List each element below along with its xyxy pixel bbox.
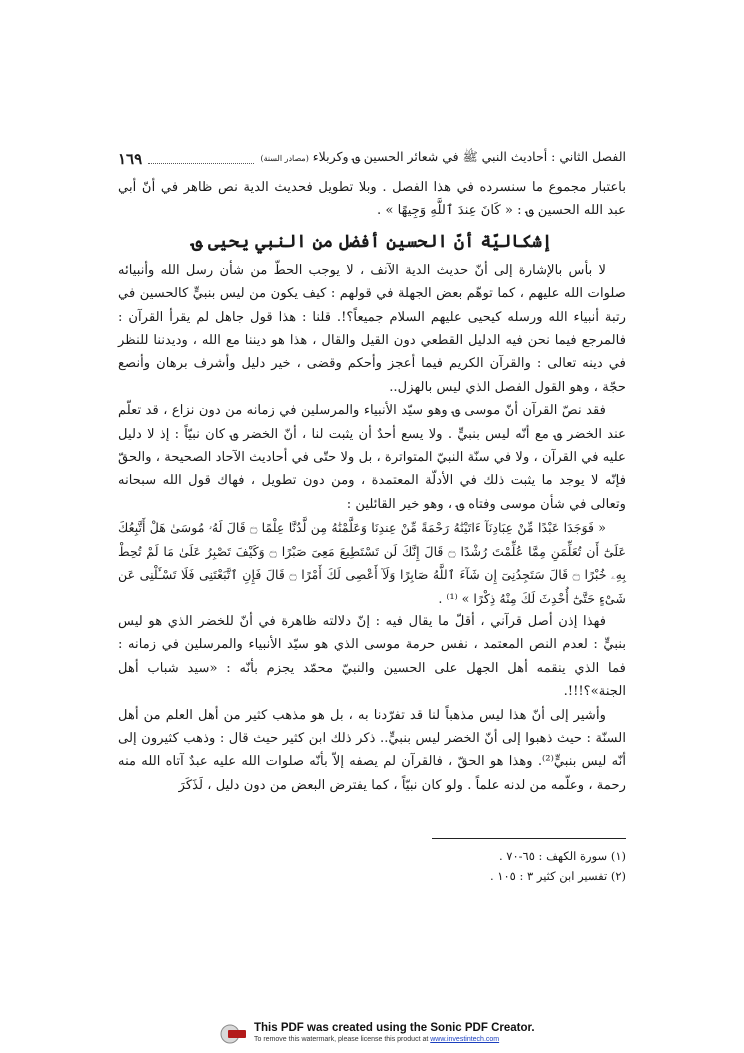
quran-verse: « فَوَجَدَا عَبْدًا مِّنْ عِبَادِنَآ ءَاتَيْنَٰهُ رَحْمَةً مِّنْ عِندِنَا وَعَلَّمْنَٰهُ مِن لَّدُنَّا عِلْمًا ۝ قَالَ لَهُۥ مُوسَىٰ هَلْ أَتَّبِعُكَ عَلَىٰٓ أَن تُعَلِّمَنِ مِمَّا عُلِّمْتَ رُشْدًا ۝ قَالَ إِنَّكَ لَن تَسْتَطِيعَ مَعِىَ صَبْرًا ۝ وَكَيْفَ تَصْبِرُ عَلَىٰ مَا لَمْ تُحِطْ بِهِۦ خُبْرًا ۝ قَالَ سَتَجِدُنِىٓ إِن شَآءَ ٱللَّهُ صَابِرًا وَلَآ أَعْصِى لَكَ أَمْرًا ۝ قَالَ فَإِنِ ٱتَّبَعْتَنِى فَلَا تَسْـَٔلْنِى عَن شَىْءٍ حَتَّىٰٓ أُحْدِثَ لَكَ مِنْهُ ذِكْرًا » ⁽¹⁾ . [118, 520, 627, 606]
watermark-banner [220, 1022, 550, 1048]
footnote-1: (١) سورة الكهف : ٦٥-٧٠ . [498, 849, 626, 863]
paragraph-intro: باعتبار مجموع ما سنسرده في هذا الفصل . وبلا تطويل فحديث الدية نص ظاهر في أنّ أبي عبد الله الحسين ؈ : « كَانَ عِندَ ٱللَّهِ وَجِيهًا » . [118, 180, 626, 219]
footnote-divider [432, 838, 626, 839]
paragraph: فهذا إذن أصل قرآني ، أقلّ ما يقال فيه : إنّ دلالته ظاهرة في أنّ للخضر الذي هو ليس بنبيٍّ : لعدم النص المعتمد ، نفس حرمة موسى الذي هو سيّد الأنبياء والمرسلين في زمانه : فما الذي ينقمه أهل الجهل على الحسين والنبيّ محمّد يجزم بأنّه : «سيد شباب أهل الجنة»؟!!!. [118, 613, 626, 700]
section-heading: إشكاليّة أنّ الحسين أفضل من النبي يحيى ؈ [191, 231, 553, 252]
header-source-note: (مصادر السنة) [260, 154, 309, 163]
running-header [118, 146, 626, 168]
header-chapter-title: الفصل الثاني : أحاديث النبي ﷺ في شعائر الحسين ؈ وكربلاء (مصادر السنة) [260, 149, 626, 164]
header-leader-dots [148, 162, 254, 164]
footnote-2: (٢) تفسير ابن كثير ٣ : ١٠٥ . [489, 869, 626, 883]
footnotes [320, 846, 626, 886]
watermark-link[interactable]: www.investintech.com [430, 1036, 500, 1043]
sonic-pdf-logo-icon [220, 1024, 248, 1044]
paragraph: فقد نصّ القرآن أنّ موسى ؈ وهو سيّد الأنبياء والمرسلين في زمانه من دون نزاع ، قد تعلّم عند الخضر ؈ مع أنّه ليس بنبيٍّ . ولا يسع أحدٌ أن يثبت لنا ، أنّ الخضر ؈ كان نبيّاً : إذ لا دليل عليه في القرآن ، ولا في سنّة النبيّ المتواترة ، بل ولا حتّى في أحاديث الآحاد الصحيحة ، والحقّ فإنّه لا يوجد ما يثبت ذلك في الأدلّة المعتمدة ، ومن دون تطويل ، فهاك قول الله سبحانه وتعالى في شأن موسى وفتاه ؈ ، وهو خير القائلين : [118, 403, 626, 512]
page-number: ١٦٩ [118, 150, 143, 168]
paragraph: لا بأس بالإشارة إلى أنّ حديث الدية الآنف ، لا يوجب الحطّ من شأن رسل الله وأنبيائه صلوات الله عليهم ، كما توهّم بعض الجهلة في قولهم : كيف يكون من ليس بنبيٍّ كالحسين في رتبة أنبياء الله ورسله كيحيى عليهم السلام جميعاً؟!. قلنا : هذا قول جاهل لم يقرأ القرآن : فالمرجع فيما نحن فيه الدليل القطعي دون القيل والقال ، هذا هو ديننا مع الله ، وديدننا للنظر في دينه تعالى : والقرآن الكريم فيما أعجز وأحكم وقضى ، خير دليل وأشرف برهان وأنصع حجّة ، وهو القول الفصل الذي ليس بالهزل.. [118, 262, 626, 395]
watermark-line2: To remove this watermark, please license this product at www.investintech.com [254, 1036, 500, 1043]
watermark-line1: This PDF was created using the Sonic PDF Creator. [254, 1022, 535, 1034]
main-text [118, 176, 626, 797]
paragraph: وأشير إلى أنّ هذا ليس مذهباً لنا قد تفرّدنا به ، بل هو مذهب كثير من أهل العلم من أهل السنّة : حيث ذهبوا إلى أنّ الخضر ليس بنبيٍّ.. ذكر ذلك ابن كثير حيث قال : وذهب كثيرون إلى أنّه ليس بنبيٍّ⁽²⁾. وهذا هو الحقّ ، فالقرآن لم يصفه إلاّ بأنّه صلوات الله عليه عبدٌ آتاه الله منه رحمة ، وعلّمه من لدنه علماً . ولو كان نبيّاً ، كما يفترض البعض من دون دليل ، لَذَكَرَ [118, 707, 626, 793]
